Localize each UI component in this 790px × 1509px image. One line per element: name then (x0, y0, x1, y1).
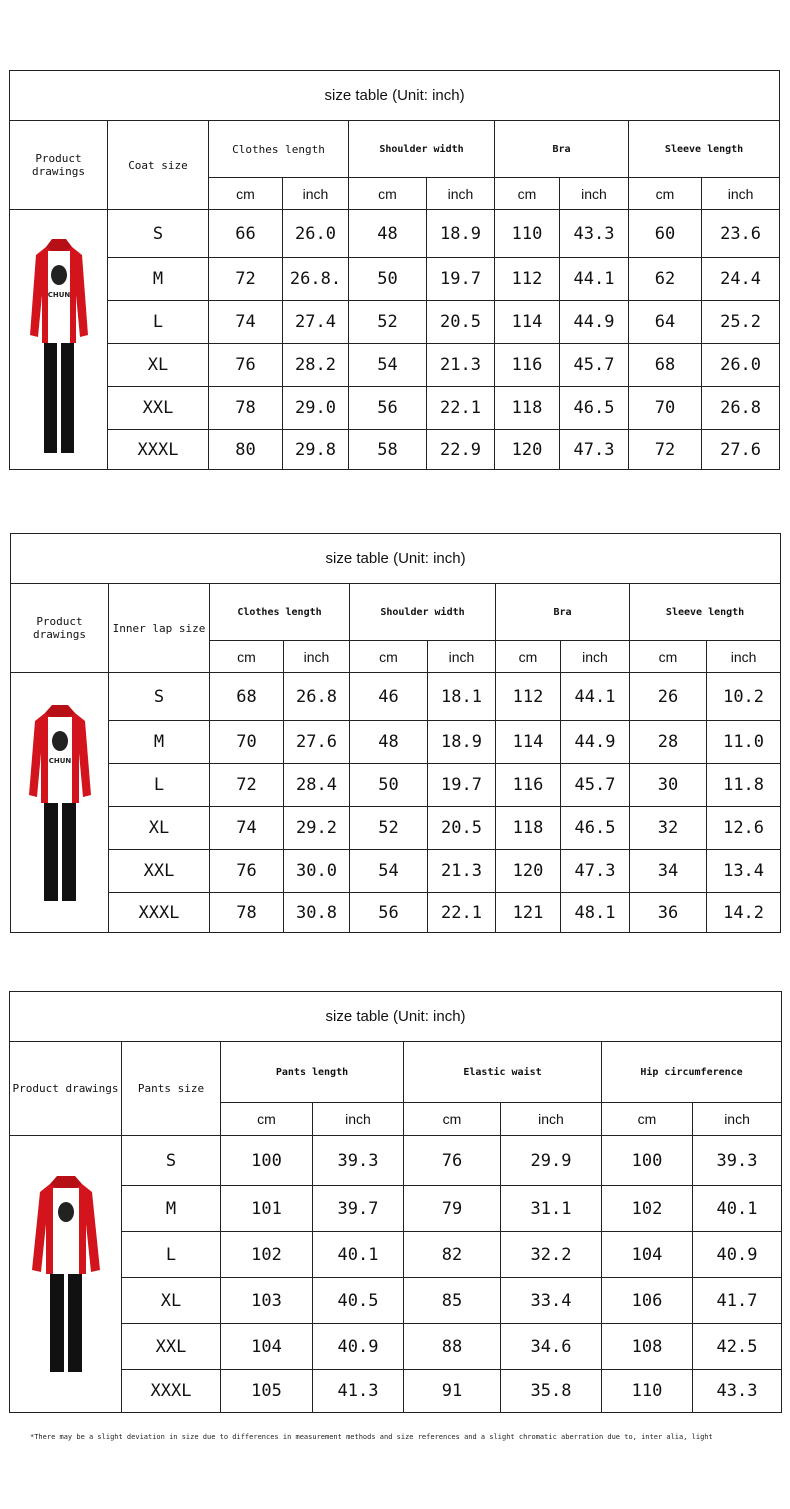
size-cell: XL (122, 1278, 221, 1324)
value-cell: 32 (630, 807, 707, 850)
unit-header: inch (284, 641, 350, 673)
unit-header: cm (630, 641, 707, 673)
value-cell: 41.3 (313, 1370, 404, 1413)
size-cell: XXL (109, 850, 210, 893)
unit-header: cm (602, 1103, 693, 1136)
value-cell: 44.9 (560, 301, 629, 344)
size-cell: XXL (108, 387, 209, 430)
value-cell: 25.2 (702, 301, 780, 344)
value-cell: 40.9 (693, 1232, 782, 1278)
value-cell: 52 (349, 301, 427, 344)
value-cell: 105 (221, 1370, 313, 1413)
size-cell: XXXL (109, 893, 210, 933)
value-cell: 79 (404, 1186, 501, 1232)
value-cell: 28 (630, 721, 707, 764)
unit-header: inch (501, 1103, 602, 1136)
tracksuit-product-icon (24, 225, 94, 455)
group-header: Sleeve length (629, 121, 780, 178)
value-cell: 26 (630, 673, 707, 721)
unit-header: inch (561, 641, 630, 673)
size-table-1 (9, 70, 780, 470)
value-cell: 26.8 (702, 387, 780, 430)
value-cell: 18.9 (427, 210, 495, 258)
value-cell: 48 (349, 210, 427, 258)
value-cell: 39.3 (693, 1136, 782, 1186)
size-table-3 (9, 991, 782, 1413)
value-cell: 76 (209, 344, 283, 387)
value-cell: 27.6 (702, 430, 780, 470)
value-cell: 85 (404, 1278, 501, 1324)
value-cell: 110 (495, 210, 560, 258)
value-cell: 46.5 (561, 807, 630, 850)
unit-header: cm (495, 178, 560, 210)
value-cell: 72 (629, 430, 702, 470)
value-cell: 29.9 (501, 1136, 602, 1186)
size-header: Coat size (108, 121, 209, 210)
value-cell: 112 (496, 673, 561, 721)
size-cell: L (108, 301, 209, 344)
value-cell: 118 (495, 387, 560, 430)
size-cell: S (122, 1136, 221, 1186)
size-cell: XL (108, 344, 209, 387)
group-header: Clothes length (210, 584, 350, 641)
unit-header: cm (209, 178, 283, 210)
value-cell: 44.9 (561, 721, 630, 764)
value-cell: 68 (210, 673, 284, 721)
value-cell: 21.3 (428, 850, 496, 893)
value-cell: 26.0 (283, 210, 349, 258)
value-cell: 76 (210, 850, 284, 893)
unit-header: inch (283, 178, 349, 210)
value-cell: 70 (210, 721, 284, 764)
value-cell: 56 (350, 893, 428, 933)
tracksuit-product-icon (25, 703, 95, 903)
size-cell: XL (109, 807, 210, 850)
value-cell: 28.2 (283, 344, 349, 387)
value-cell: 80 (209, 430, 283, 470)
value-cell: 76 (404, 1136, 501, 1186)
value-cell: 44.1 (561, 673, 630, 721)
product-drawings-header: Product drawings (11, 584, 109, 673)
size-cell: XXXL (108, 430, 209, 470)
value-cell: 100 (221, 1136, 313, 1186)
group-header: Elastic waist (404, 1042, 602, 1103)
value-cell: 100 (602, 1136, 693, 1186)
value-cell: 40.1 (313, 1232, 404, 1278)
value-cell: 40.1 (693, 1186, 782, 1232)
value-cell: 11.8 (707, 764, 781, 807)
value-cell: 101 (221, 1186, 313, 1232)
value-cell: 18.9 (428, 721, 496, 764)
value-cell: 23.6 (702, 210, 780, 258)
value-cell: 30 (630, 764, 707, 807)
shirt-print-text: CHUN (47, 290, 70, 299)
value-cell: 26.8. (283, 258, 349, 301)
footnote: *There may be a slight deviation in size due to differences in measurement methods and size references and a slight chromatic aberration due to, inter alia, light (30, 1433, 713, 1441)
value-cell: 10.2 (707, 673, 781, 721)
value-cell: 14.2 (707, 893, 781, 933)
group-header: Sleeve length (630, 584, 781, 641)
size-cell: S (109, 673, 210, 721)
value-cell: 58 (349, 430, 427, 470)
group-header: Shoulder width (349, 121, 495, 178)
value-cell: 39.3 (313, 1136, 404, 1186)
unit-header: inch (707, 641, 781, 673)
value-cell: 47.3 (560, 430, 629, 470)
value-cell: 70 (629, 387, 702, 430)
value-cell: 104 (602, 1232, 693, 1278)
value-cell: 40.9 (313, 1324, 404, 1370)
value-cell: 22.1 (428, 893, 496, 933)
size-cell: S (108, 210, 209, 258)
tracksuit-product-icon (28, 1174, 104, 1374)
value-cell: 31.1 (501, 1186, 602, 1232)
unit-header: cm (210, 641, 284, 673)
value-cell: 82 (404, 1232, 501, 1278)
table-title: size table (Unit: inch) (10, 992, 782, 1042)
unit-header: cm (496, 641, 561, 673)
size-cell: M (108, 258, 209, 301)
value-cell: 45.7 (560, 344, 629, 387)
value-cell: 42.5 (693, 1324, 782, 1370)
product-drawings-header: Product drawings (10, 121, 108, 210)
value-cell: 12.6 (707, 807, 781, 850)
value-cell: 19.7 (428, 764, 496, 807)
value-cell: 56 (349, 387, 427, 430)
unit-header: cm (404, 1103, 501, 1136)
value-cell: 30.8 (284, 893, 350, 933)
value-cell: 74 (210, 807, 284, 850)
value-cell: 46 (350, 673, 428, 721)
value-cell: 33.4 (501, 1278, 602, 1324)
value-cell: 118 (496, 807, 561, 850)
value-cell: 32.2 (501, 1232, 602, 1278)
value-cell: 102 (602, 1186, 693, 1232)
value-cell: 20.5 (428, 807, 496, 850)
value-cell: 18.1 (428, 673, 496, 721)
value-cell: 41.7 (693, 1278, 782, 1324)
value-cell: 66 (209, 210, 283, 258)
value-cell: 26.0 (702, 344, 780, 387)
value-cell: 46.5 (560, 387, 629, 430)
value-cell: 116 (496, 764, 561, 807)
value-cell: 50 (350, 764, 428, 807)
value-cell: 19.7 (427, 258, 495, 301)
value-cell: 102 (221, 1232, 313, 1278)
value-cell: 52 (350, 807, 428, 850)
unit-header: inch (560, 178, 629, 210)
group-header: Bra (495, 121, 629, 178)
value-cell: 78 (209, 387, 283, 430)
value-cell: 13.4 (707, 850, 781, 893)
size-cell: XXXL (122, 1370, 221, 1413)
value-cell: 36 (630, 893, 707, 933)
size-cell: M (109, 721, 210, 764)
unit-header: inch (428, 641, 496, 673)
table-title: size table (Unit: inch) (11, 534, 781, 584)
value-cell: 27.4 (283, 301, 349, 344)
value-cell: 48.1 (561, 893, 630, 933)
value-cell: 64 (629, 301, 702, 344)
value-cell: 48 (350, 721, 428, 764)
value-cell: 34.6 (501, 1324, 602, 1370)
value-cell: 116 (495, 344, 560, 387)
value-cell: 45.7 (561, 764, 630, 807)
value-cell: 114 (496, 721, 561, 764)
value-cell: 78 (210, 893, 284, 933)
value-cell: 50 (349, 258, 427, 301)
value-cell: 24.4 (702, 258, 780, 301)
size-header: Inner lap size (109, 584, 210, 673)
size-header: Pants size (122, 1042, 221, 1136)
value-cell: 121 (496, 893, 561, 933)
value-cell: 22.9 (427, 430, 495, 470)
value-cell: 120 (496, 850, 561, 893)
value-cell: 60 (629, 210, 702, 258)
unit-header: cm (350, 641, 428, 673)
unit-header: cm (629, 178, 702, 210)
unit-header: cm (349, 178, 427, 210)
value-cell: 72 (210, 764, 284, 807)
value-cell: 47.3 (561, 850, 630, 893)
value-cell: 68 (629, 344, 702, 387)
unit-header: inch (702, 178, 780, 210)
value-cell: 91 (404, 1370, 501, 1413)
unit-header: cm (221, 1103, 313, 1136)
value-cell: 11.0 (707, 721, 781, 764)
group-header: Bra (496, 584, 630, 641)
value-cell: 106 (602, 1278, 693, 1324)
group-header: Hip circumference (602, 1042, 782, 1103)
value-cell: 103 (221, 1278, 313, 1324)
value-cell: 88 (404, 1324, 501, 1370)
size-cell: XXL (122, 1324, 221, 1370)
value-cell: 20.5 (427, 301, 495, 344)
value-cell: 26.8 (284, 673, 350, 721)
value-cell: 29.0 (283, 387, 349, 430)
product-drawing (10, 1136, 122, 1413)
product-drawings-header: Product drawings (10, 1042, 122, 1136)
value-cell: 112 (495, 258, 560, 301)
value-cell: 35.8 (501, 1370, 602, 1413)
value-cell: 72 (209, 258, 283, 301)
shirt-print-text: CHUN (48, 756, 71, 765)
value-cell: 54 (350, 850, 428, 893)
value-cell: 44.1 (560, 258, 629, 301)
value-cell: 120 (495, 430, 560, 470)
product-drawing (11, 673, 109, 933)
value-cell: 110 (602, 1370, 693, 1413)
value-cell: 28.4 (284, 764, 350, 807)
value-cell: 54 (349, 344, 427, 387)
size-cell: M (122, 1186, 221, 1232)
size-cell: L (122, 1232, 221, 1278)
group-header: Clothes length (209, 121, 349, 178)
value-cell: 62 (629, 258, 702, 301)
value-cell: 108 (602, 1324, 693, 1370)
unit-header: inch (427, 178, 495, 210)
value-cell: 39.7 (313, 1186, 404, 1232)
value-cell: 34 (630, 850, 707, 893)
value-cell: 29.2 (284, 807, 350, 850)
table-title: size table (Unit: inch) (10, 71, 780, 121)
product-drawing (10, 210, 108, 470)
group-header: Shoulder width (350, 584, 496, 641)
value-cell: 21.3 (427, 344, 495, 387)
unit-header: inch (313, 1103, 404, 1136)
unit-header: inch (693, 1103, 782, 1136)
value-cell: 114 (495, 301, 560, 344)
value-cell: 27.6 (284, 721, 350, 764)
value-cell: 104 (221, 1324, 313, 1370)
group-header: Pants length (221, 1042, 404, 1103)
value-cell: 22.1 (427, 387, 495, 430)
value-cell: 43.3 (560, 210, 629, 258)
value-cell: 74 (209, 301, 283, 344)
value-cell: 43.3 (693, 1370, 782, 1413)
value-cell: 29.8 (283, 430, 349, 470)
size-table-2 (10, 533, 781, 933)
size-cell: L (109, 764, 210, 807)
value-cell: 30.0 (284, 850, 350, 893)
value-cell: 40.5 (313, 1278, 404, 1324)
